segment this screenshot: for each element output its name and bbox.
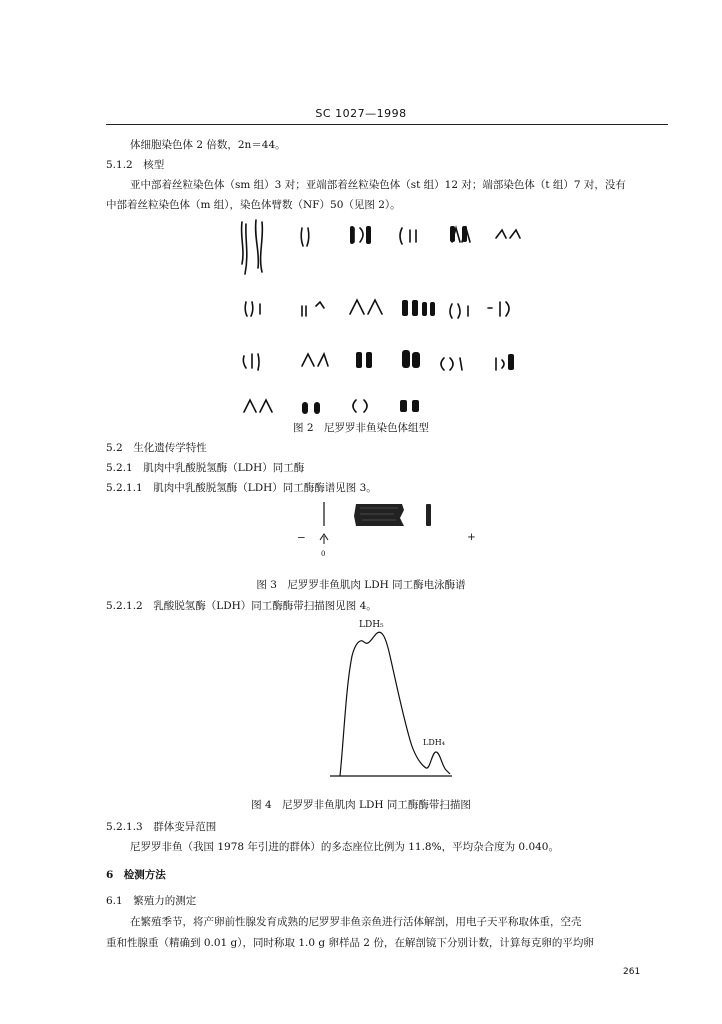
section-5-2-heading: 5.2 生化遗传学特性	[106, 442, 207, 454]
paragraph-karyotype-line1: 亚中部着丝粒染色体（sm 组）3 对；亚端部着丝粒染色体（st 组）12 对；端部染色体（t 组）7 对，没有	[130, 179, 626, 191]
paragraph-karyotype-line2: 中部着丝粒染色体（m 组），染色体臂数（NF）50（见图 2）。	[106, 199, 401, 211]
paragraph-fecundity-line1: 在繁殖季节，将产卵前性腺发育成熟的尼罗罗非鱼亲鱼进行活体解剖，用电子天平称取体重，空壳	[130, 916, 582, 928]
section-5-1-2-heading: 5.1.2 核型	[106, 159, 165, 171]
origin-label: 0	[321, 550, 326, 558]
paragraph-chromosome-count: 体细胞染色体 2 倍数，2n＝44。	[130, 139, 286, 151]
section-5-2-1-heading: 5.2.1 肌肉中乳酸脱氢酶（LDH）同工酶	[106, 462, 305, 474]
cathode-sign: −	[297, 532, 306, 544]
ldh-band-main	[354, 504, 404, 526]
paragraph-fecundity-line2: 重和性腺重（精确到 0.01 g），同时称取 1.0 g 卵样品 2 份，在解剖镜下分别计数，计算每克卵的平均卵	[106, 937, 594, 949]
anode-sign: +	[467, 531, 476, 543]
header-rule	[106, 124, 668, 125]
electrophoresis-figure	[290, 498, 490, 568]
standard-header: SC 1027—1998	[315, 107, 407, 120]
section-5-2-1-1-heading: 5.2.1.1 肌肉中乳酸脱氢酶（LDH）同工酶酶谱见图 3。	[106, 482, 377, 494]
section-5-2-1-3-heading: 5.2.1.3 群体变异范围	[106, 821, 217, 833]
page-number: 261	[623, 967, 641, 977]
section-5-2-1-2-heading: 5.2.1.2 乳酸脱氢酶（LDH）同工酶酶带扫描图见图 4。	[106, 600, 377, 612]
ldh-band-minor	[426, 504, 431, 526]
figure-3-caption: 图 3 尼罗罗非鱼肌肉 LDH 同工酶电泳酶谱	[256, 579, 466, 591]
ldh5-peak-label: LDH₅	[359, 620, 384, 630]
karyotype-figure	[230, 216, 530, 416]
figure-2-caption: 图 2 尼罗罗非鱼染色体组型	[292, 422, 430, 434]
paragraph-variation: 尼罗罗非鱼（我国 1978 年引进的群体）的多态座位比例为 11.8%，平均杂合度为 0.040。	[130, 841, 559, 853]
scan-curve	[340, 632, 450, 776]
ldh4-peak-label: LDH₄	[423, 738, 445, 747]
section-6-heading: 6 检测方法	[106, 869, 166, 881]
ldh-scan-figure	[320, 616, 460, 782]
section-6-1-heading: 6.1 繁殖力的测定	[106, 895, 197, 907]
figure-4-caption: 图 4 尼罗罗非鱼肌肉 LDH 同工酶酶带扫描图	[251, 799, 471, 811]
